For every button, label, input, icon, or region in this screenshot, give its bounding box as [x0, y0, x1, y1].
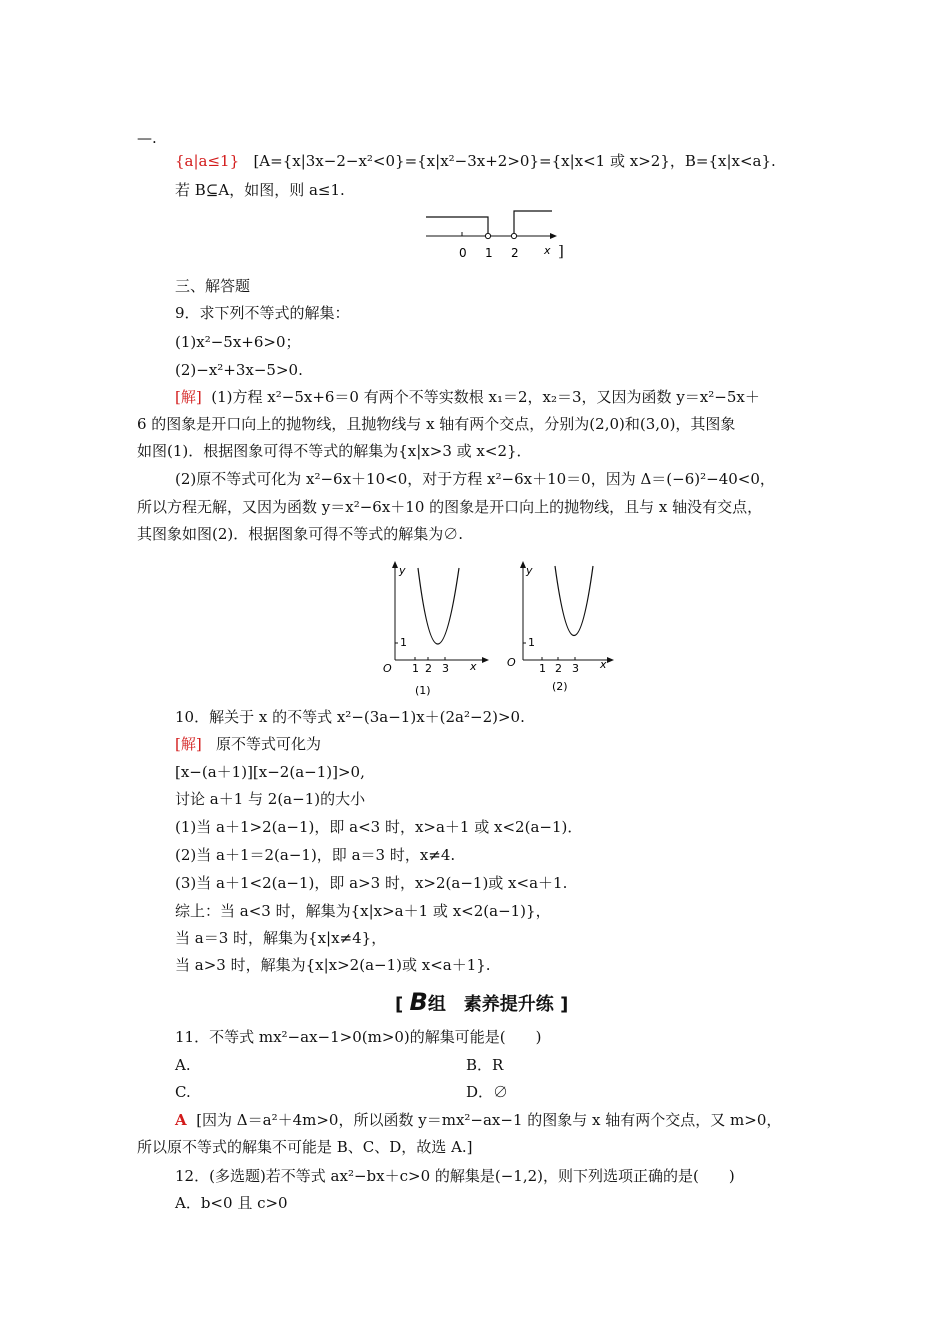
y-tick-label: 1 [400, 636, 407, 649]
answer-letter: A [175, 1111, 187, 1129]
line-continuation: —. [137, 129, 157, 147]
number-line-figure [420, 205, 570, 263]
question-11: 11．不等式 mx²−ax−1>0(m>0)的解集可能是( ) [175, 1028, 542, 1046]
question-10: 10．解关于 x 的不等式 x²−(3a−1)x＋(2a²−2)>0. [175, 708, 525, 726]
answer-11-line-1 [175, 1110, 781, 1130]
tick-label-2: 2 [511, 246, 519, 260]
bracket-close: ] [558, 242, 564, 260]
solution-text: 原不等式可化为 [216, 735, 322, 753]
question-9-part-2: (2)−x²+3x−5>0. [175, 361, 303, 379]
solution-10-case-1: (1)当 a＋1>2(a−1)，即 a<3 时，x>a＋1 或 x<2(a−1)． [175, 818, 583, 836]
parabola-graph-2 [495, 560, 620, 700]
option-d: D．∅ [466, 1083, 509, 1101]
graph-caption: (2) [552, 680, 568, 693]
solution-10-summary-2: 当 a＝3 时，解集为{x|x≠4}， [175, 929, 387, 947]
x-tick-label-1: 1 [412, 662, 419, 675]
bracket-left: [ [395, 994, 404, 1015]
solution-9-line-5: 所以方程无解，又因为函数 y＝x²−6x＋10 的图象是开口向上的抛物线，且与 x 轴没有交点， [137, 498, 763, 516]
axis-label-x: x [544, 244, 551, 257]
solution-9-line-3: 如图(1)．根据图象可得不等式的解集为{x|x>3 或 x<2}． [137, 442, 532, 460]
y-tick-label: 1 [528, 636, 535, 649]
answer-11-line-2: 所以原不等式的解集不可能是 B、C、D，故选 A.] [137, 1138, 473, 1156]
explanation-text: [因为 Δ＝a²＋4m>0，所以函数 y＝mx²−ax−1 的图象与 x 轴有两个交点，又 m>0， [196, 1111, 782, 1129]
question-9-part-1: (1)x²−5x+6>0； [175, 333, 301, 351]
question-12-option-a: A．b<0 且 c>0 [175, 1194, 288, 1212]
x-tick-label-3: 3 [442, 662, 449, 675]
option-b: B．R [466, 1056, 504, 1074]
graph-caption: (1) [415, 684, 431, 697]
solution-9-line-6: 其图象如图(2)．根据图象可得不等式的解集为∅. [137, 525, 464, 543]
question-12: 12．(多选题)若不等式 ax²−bx＋c>0 的解集是(−1,2)，则下列选项正确的是( ) [175, 1167, 735, 1185]
solution-9-line-2: 6 的图象是开口向上的抛物线，且抛物线与 x 轴有两个交点，分别为(2,0)和(3,0)，其图象 [137, 415, 736, 433]
tick-label-0: 0 [459, 246, 467, 260]
x-axis-label: x [470, 660, 477, 673]
y-axis-label: y [526, 564, 533, 577]
solution-text: (1)方程 x²−5x+6＝0 有两个不等实数根 x₁＝2，x₂＝3，又因为函数 y＝x²−5x＋ [211, 388, 760, 406]
group-letter: B [409, 988, 428, 1016]
origin-label: O [383, 662, 392, 675]
option-a: A. [175, 1056, 191, 1074]
bracket-right: ] [560, 994, 569, 1015]
question-9: 9．求下列不等式的解集： [175, 304, 350, 322]
answer-text: {a|a≤1} [175, 152, 240, 170]
section-heading: 三、解答题 [175, 277, 251, 295]
solution-10-case-3: (3)当 a＋1<2(a−1)，即 a>3 时，x>2(a−1)或 x<a＋1. [175, 874, 568, 892]
solution-10-line-2: [x−(a＋1)][x−2(a−1)]>0, [175, 763, 365, 781]
x-axis-label: x [600, 658, 607, 671]
solution-10-line-1 [175, 734, 321, 754]
origin-label: O [507, 656, 516, 669]
x-tick-label-2: 2 [555, 662, 562, 675]
parabola-graph-1 [370, 560, 495, 700]
y-axis-label: y [399, 564, 406, 577]
section-title: 组 素养提升练 [427, 994, 554, 1015]
solution-10-summary-3: 当 a>3 时，解集为{x|x>2(a−1)或 x<a＋1}. [175, 956, 491, 974]
x-tick-label-2: 2 [425, 662, 432, 675]
section-b-header [395, 988, 568, 1016]
solution-10-summary-1: 综上：当 a<3 时，解集为{x|x>a＋1 或 x<2(a−1)}， [175, 902, 551, 920]
answer-line-8 [175, 151, 776, 171]
solution-tag: [解] [175, 735, 202, 753]
x-tick-label-1: 1 [539, 662, 546, 675]
tick-label-1: 1 [485, 246, 493, 260]
solution-9-line-4: (2)原不等式可化为 x²−6x＋10<0，对于方程 x²−6x＋10＝0，因为 Δ＝(−6)²−40<0， [175, 470, 775, 488]
option-c: C. [175, 1083, 191, 1101]
explanation-text: [A={x|3x−2−x²<0}={x|x²−3x+2>0}={x|x<1 或 x>2}，B={x|x<a}. [253, 152, 776, 170]
solution-tag: [解] [175, 388, 202, 406]
solution-9-line-1 [175, 387, 760, 407]
solution-10-line-3: 讨论 a＋1 与 2(a−1)的大小 [175, 790, 366, 808]
x-tick-label-3: 3 [572, 662, 579, 675]
explanation-line: 若 B⊆A，如图，则 a≤1. [175, 181, 345, 199]
solution-10-case-2: (2)当 a＋1＝2(a−1)，即 a＝3 时，x≠4. [175, 846, 456, 864]
